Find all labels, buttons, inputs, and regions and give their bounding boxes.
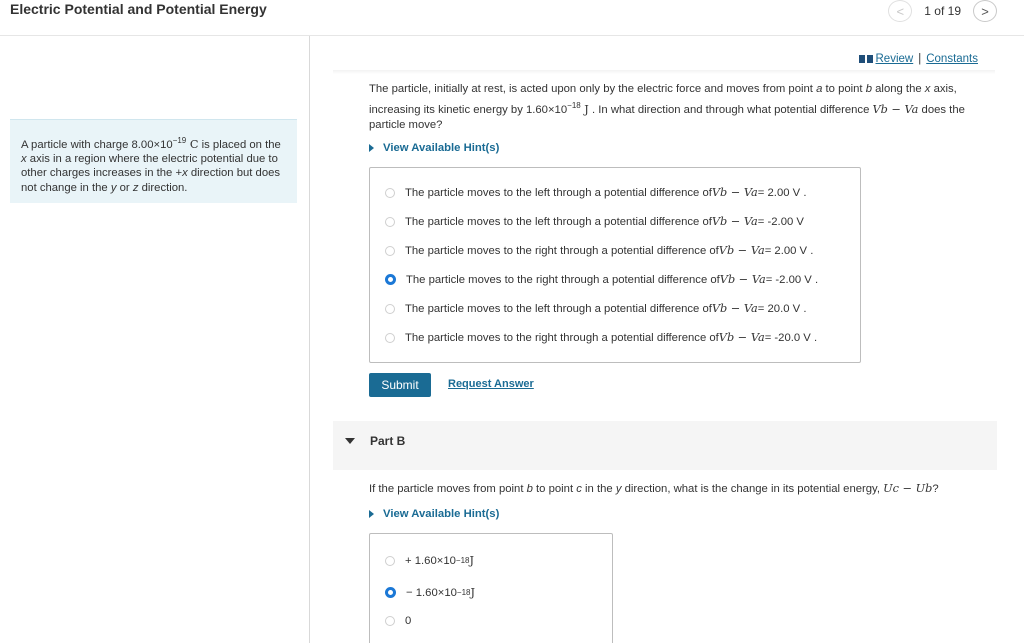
radio-button[interactable]: [385, 333, 395, 343]
choice-value: = -2.00 V: [757, 215, 804, 228]
part-a-question: [369, 82, 989, 133]
review-links: [859, 53, 979, 65]
radio-button[interactable]: [385, 556, 395, 566]
radio-button[interactable]: [385, 217, 395, 227]
choice-text: The particle moves to the right through a potential difference of: [406, 273, 720, 286]
question-var: c: [576, 483, 582, 495]
question-text: to point: [822, 83, 866, 95]
intro-text: A particle with charge 8.00×10: [21, 138, 173, 151]
choice-text: 0: [405, 615, 412, 627]
choice-a-4[interactable]: [385, 273, 818, 286]
question-text: along the: [872, 83, 925, 95]
choice-text: The particle moves to the left through a potential difference of: [405, 302, 712, 315]
pager: [888, 0, 997, 22]
choice-text: The particle moves to the right through a potential difference of: [405, 331, 719, 344]
choice-value: = 2.00 V .: [757, 186, 807, 199]
choice-expression: Vb − Va: [711, 186, 758, 199]
question-text: in the: [581, 483, 616, 495]
radio-button-selected[interactable]: [385, 587, 396, 598]
choice-expression: Vb − Va: [711, 302, 758, 315]
question-var: b: [526, 483, 533, 495]
part-b-question: [369, 481, 989, 497]
part-b-choices: [369, 533, 613, 643]
intro-text: is placed on the: [198, 138, 281, 151]
choice-b-2[interactable]: [385, 586, 475, 599]
choice-a-6[interactable]: [385, 331, 817, 344]
radio-button[interactable]: [385, 616, 395, 626]
hint-label: View Available Hint(s): [383, 508, 500, 520]
previous-page-button[interactable]: [888, 0, 912, 22]
choice-a-1[interactable]: [385, 186, 806, 199]
intro-text: direction.: [138, 181, 188, 194]
hint-label: View Available Hint(s): [383, 142, 500, 154]
radio-button[interactable]: [385, 188, 395, 198]
choice-text: + 1.60×10: [405, 554, 456, 567]
choice-value: = 20.0 V .: [757, 302, 807, 315]
question-text: axis, increasing its kinetic energy by 1.60×10: [369, 83, 957, 116]
choice-exponent: −18: [456, 588, 471, 597]
problem-intro: [10, 119, 297, 203]
constants-link[interactable]: Constants: [926, 53, 978, 65]
radio-button[interactable]: [385, 246, 395, 256]
choice-expression: Vb − Va: [718, 244, 765, 257]
part-a-choices: [369, 167, 861, 363]
intro-var: x: [21, 153, 27, 166]
page-title: Electric Potential and Potential Energy: [10, 1, 267, 17]
section-rule: [333, 70, 995, 74]
choice-value: = 2.00 V .: [764, 244, 814, 257]
intro-var: z: [132, 181, 139, 194]
choice-unit: J: [470, 586, 475, 599]
view-hints-link-b[interactable]: [369, 508, 499, 520]
question-text: If the particle moves from point: [369, 483, 527, 495]
page-indicator: 1 of 19: [924, 4, 961, 18]
caret-down-icon[interactable]: [345, 438, 355, 444]
choice-text: The particle moves to the right through a potential difference of: [405, 244, 719, 257]
choice-a-3[interactable]: [385, 244, 813, 257]
submit-button[interactable]: Submit: [369, 373, 431, 397]
choice-expression: Vb − Va: [711, 215, 758, 228]
request-answer-link[interactable]: Request Answer: [448, 378, 534, 390]
choice-value: = -2.00 V .: [765, 273, 819, 286]
question-text: does the particle move?: [369, 103, 965, 131]
question-text: The particle, initially at rest, is acted upon only by the electric force and moves from point: [369, 83, 817, 95]
view-hints-link-a[interactable]: [369, 142, 499, 154]
intro-var: y: [110, 181, 117, 194]
intro-text: axis in a region where the electric potential due to other charges increases in the +: [21, 153, 278, 180]
question-var: a: [816, 83, 823, 95]
choice-expression: Vb − Va: [718, 331, 765, 344]
chevron-left-icon: <: [896, 3, 905, 19]
question-var: x: [924, 83, 931, 95]
question-var: y: [615, 483, 622, 495]
choice-text: − 1.60×10: [406, 586, 457, 599]
review-link[interactable]: Review: [875, 53, 914, 65]
intro-text: or: [116, 181, 133, 194]
question-expression: Uc − Ub: [883, 482, 933, 495]
header-bar: [0, 0, 1024, 36]
part-b-header[interactable]: [333, 421, 997, 470]
caret-right-icon: [369, 510, 374, 518]
intro-text: direction but does not change in the: [21, 167, 281, 194]
book-icon: [859, 54, 873, 64]
choice-text: The particle moves to the left through a potential difference of: [405, 215, 712, 228]
next-page-button[interactable]: [973, 0, 997, 22]
choice-a-2[interactable]: [385, 215, 804, 228]
pane-divider[interactable]: [309, 36, 310, 643]
question-var: b: [865, 83, 873, 95]
intro-unit: C: [186, 137, 199, 151]
question-text: to point: [532, 483, 577, 495]
link-separator: |: [918, 53, 922, 65]
choice-b-1[interactable]: [385, 554, 474, 567]
intro-exponent: −19: [172, 136, 187, 145]
choice-value: = -20.0 V .: [764, 331, 818, 344]
radio-button-selected[interactable]: [385, 274, 396, 285]
question-text: direction, what is the change in its potential energy,: [621, 483, 884, 495]
chevron-right-icon: >: [981, 3, 989, 19]
question-text: ?: [932, 483, 939, 495]
choice-b-3[interactable]: [385, 615, 411, 627]
intro-var: x: [182, 167, 188, 180]
choice-text: The particle moves to the left through a potential difference of: [405, 186, 712, 199]
question-expression: Vb − Va: [872, 102, 919, 116]
part-b-label[interactable]: Part B: [370, 434, 406, 448]
question-text: . In what direction and through what potential difference: [588, 103, 873, 116]
question-exponent: −18: [567, 100, 581, 110]
choice-a-5[interactable]: [385, 302, 806, 315]
caret-right-icon: [369, 144, 374, 152]
question-unit: J: [580, 102, 589, 116]
choice-exponent: −18: [455, 556, 470, 565]
choice-expression: Vb − Va: [719, 273, 766, 286]
choice-unit: J: [469, 554, 474, 567]
radio-button[interactable]: [385, 304, 395, 314]
